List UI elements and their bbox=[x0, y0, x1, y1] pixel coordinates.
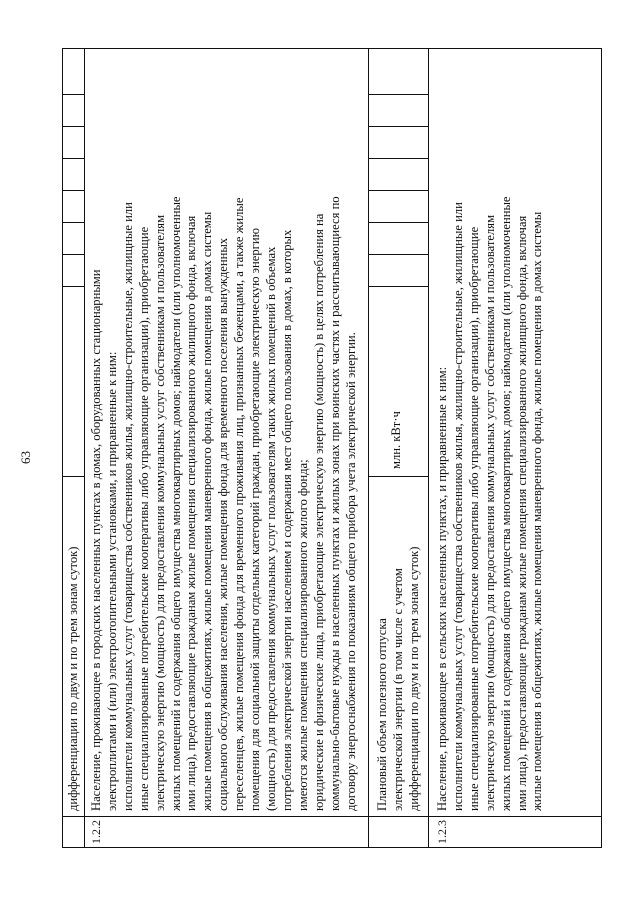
text-line: Плановый объем полезного отпуска bbox=[375, 618, 389, 811]
text-line: ими лица), предоставляющие гражданам жилые помещения специализированного жилищного фонда, включая bbox=[514, 215, 529, 811]
text-line: жилые помещения в общежитиях, жилые помещения маневренного фонда, жилые помещения в домах системы bbox=[530, 211, 545, 811]
row-number: 1.2.2 bbox=[89, 820, 103, 844]
text-line: юридические и физические лица, приобретающие электрическую энергию (мощность) в целях потребления на bbox=[311, 213, 326, 811]
value-cell bbox=[369, 94, 428, 95]
text-line: электроплитами и (или) электроотопительными установками, и приравненные к ним: bbox=[104, 351, 119, 811]
empty-cell bbox=[63, 94, 84, 95]
empty-cell bbox=[63, 158, 84, 159]
text-line: ими лица), предоставляющие гражданам жилые помещения специализированного жилищного фонда, включая bbox=[184, 215, 199, 811]
text-line: потребления электрической энергии населением и содержания мест общего пользования в домах, в которых bbox=[279, 229, 294, 811]
tariff-table bbox=[62, 48, 602, 848]
continuation-text: дифференциации по двум и по трем зонам суток) bbox=[66, 546, 80, 811]
value-cell bbox=[369, 222, 428, 223]
text-line: исполнители коммунальных услуг (товарищества собственников жилья, жилищно-строительные, жилищные или bbox=[450, 202, 465, 811]
value-cell bbox=[369, 254, 428, 255]
planned-volume-label bbox=[375, 491, 423, 811]
table-row-1-2-2 bbox=[85, 49, 369, 847]
empty-cells bbox=[63, 49, 84, 477]
table-row-1-2-3 bbox=[429, 49, 603, 847]
unit-cell bbox=[369, 476, 428, 477]
text-line: помещения для социальной защиты отдельных категорий граждан, приобретающие электрическую энергию bbox=[248, 228, 263, 811]
text-line: электрической энергии (в том числе с учетом bbox=[390, 568, 405, 811]
text-line: социального обслуживания населения, жилые помещения фонда для временного поселения вынужденных bbox=[216, 237, 231, 811]
value-cell bbox=[369, 158, 428, 159]
text-line: Население, проживающее в городских населенных пунктах в домах, оборудованных стационарными bbox=[89, 269, 103, 811]
page-number: 63 bbox=[18, 451, 33, 464]
text-line: электрическую энергию (мощность) для предоставления коммунальных услуг собственникам и пользователям bbox=[152, 214, 167, 811]
row-number: 1.2.3 bbox=[435, 820, 449, 844]
table-row-continuation bbox=[63, 49, 85, 847]
text-line: Население, проживающее в сельских населенных пунктах, и приравненные к ним: bbox=[435, 366, 449, 811]
text-line: исполнители коммунальных услуг (товарищества собственников жилья, жилищно-строительные, жилищные или bbox=[120, 202, 135, 811]
text-line: договору энергоснабжения по показаниям общего прибора учета электрической энергии. bbox=[343, 332, 358, 811]
text-line: жилые помещения в общежитиях, жилые помещения маневренного фонда, жилые помещения в домах системы bbox=[200, 211, 215, 811]
empty-cell bbox=[63, 222, 84, 223]
text-line: имеются жилые помещения специализированного жилого фонда; bbox=[295, 459, 310, 811]
text-line: жилых помещений и содержания общего имущества многоквартирных домов; наймодатели (или уполномоченные bbox=[498, 196, 513, 811]
unit-label: млн. кВт·ч bbox=[389, 411, 403, 469]
empty-cell bbox=[63, 126, 84, 127]
text-line: дифференциации по двум и по трем зонам суток) bbox=[406, 546, 421, 811]
text-line: (мощность) для предоставления коммунальных услуг пользователям таких жилых помещений в объемах bbox=[263, 246, 278, 811]
text-line: жилых помещений и содержания общего имущества многоквартирных домов; наймодатели (или уполномоченные bbox=[168, 196, 183, 811]
row-description bbox=[89, 57, 359, 811]
empty-cell bbox=[63, 254, 84, 255]
text-line: иные специализированные потребительские кооперативы либо управляющие организации), приобретающие bbox=[466, 226, 481, 811]
empty-cell bbox=[63, 190, 84, 191]
value-cells bbox=[369, 49, 428, 477]
row-description bbox=[435, 57, 546, 811]
rotated-page bbox=[18, 48, 602, 848]
value-cell bbox=[369, 190, 428, 191]
value-cell bbox=[369, 126, 428, 127]
text-line: переселенцев, жилые помещения фонда для временного проживания лиц, признанных беженцами, а также жилые bbox=[232, 197, 247, 811]
value-cell bbox=[369, 286, 428, 287]
table-row-planned-volume bbox=[369, 49, 429, 847]
text-line: иные специализированные потребительские кооперативы либо управляющие организации), приобретающие bbox=[136, 226, 151, 811]
text-line: коммунально-бытовые нужды в населенных пунктах и жилых зонах при воинских частях и рассчитывающиеся по bbox=[327, 196, 342, 811]
empty-cell bbox=[63, 286, 84, 287]
text-line: электрическую энергию (мощность) для предоставления коммунальных услуг собственникам и пользователям bbox=[482, 214, 497, 811]
empty-cell bbox=[63, 476, 84, 477]
